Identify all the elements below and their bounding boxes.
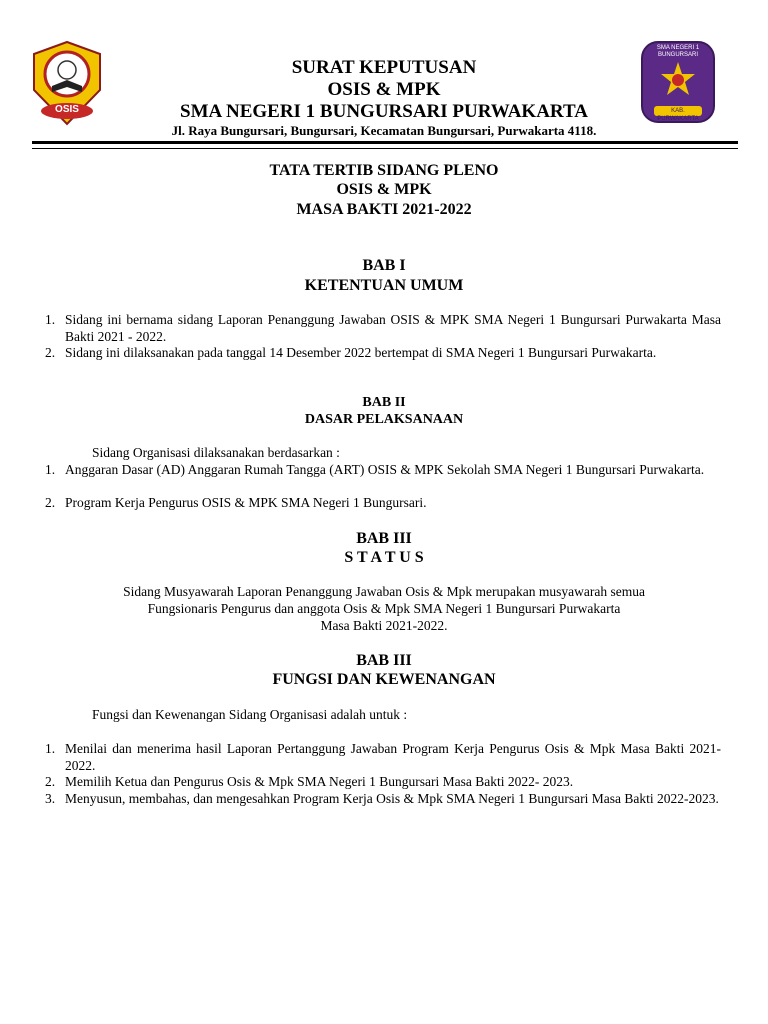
bab1-heading: BAB I	[362, 257, 406, 274]
osis-logo-text: OSIS	[55, 104, 79, 115]
list-item	[45, 461, 721, 478]
list-item	[45, 344, 721, 361]
header-title-3: SMA NEGERI 1 BUNGURSARI PURWAKARTA	[180, 101, 588, 122]
list-item-number: 1.	[45, 462, 56, 477]
list-item-text: Sidang ini dilaksanakan pada tanggal 14 Desember 2022 bertempat di SMA Negeri 1 Bungursari Purwakarta.	[65, 345, 657, 360]
header-address: Jl. Raya Bungursari, Bungursari, Kecamatan Bungursari, Purwakarta 4118.	[171, 123, 597, 138]
doc-title-2: OSIS & MPK	[336, 181, 432, 198]
list-item	[45, 494, 721, 511]
list-item-number: 1.	[45, 312, 56, 327]
doc-title-1: TATA TERTIB SIDANG PLENO	[269, 162, 499, 179]
bab2-subheading: DASAR PELAKSANAAN	[304, 412, 464, 427]
list-item-text: Program Kerja Pengurus OSIS & MPK SMA Negeri 1 Bungursari.	[65, 495, 427, 510]
doc-title-3: MASA BAKTI 2021-2022	[296, 201, 472, 218]
bab4-heading: BAB III	[356, 652, 412, 669]
bab2-heading: BAB II	[362, 395, 406, 410]
list-item-text: Menyusun, membahas, dan mengesahkan Program Kerja Osis & Mpk SMA Negeri 1 Bungursari Masa Bakti 2022-2023.	[65, 791, 719, 806]
header-title-2: OSIS & MPK	[327, 79, 441, 100]
bab3-paragraph-line-2: Fungsionaris Pengurus dan anggota Osis & Mpk SMA Negeri 1 Bungursari Purwakarta	[147, 601, 621, 616]
list-item-text: Anggaran Dasar (AD) Anggaran Rumah Tangga (ART) OSIS & MPK Sekolah SMA Negeri 1 Bungursari Purwakarta.	[65, 462, 705, 477]
bab3-heading: BAB III	[356, 530, 412, 547]
bab3-subheading: S T A T U S	[344, 549, 424, 566]
list-item-number: 3.	[45, 791, 56, 806]
school-logo-top-text: SMA NEGERI 1 BUNGURSARI	[656, 45, 700, 58]
bab3-paragraph-line-1: Sidang Musyawarah Laporan Penanggung Jawaban Osis & Mpk merupakan musyawarah semua	[123, 584, 645, 599]
list-item-number: 1.	[45, 741, 56, 756]
list-item	[45, 740, 721, 774]
bab3-paragraph-line-3: Masa Bakti 2021-2022.	[320, 618, 448, 633]
bab4-subheading: FUNGSI DAN KEWENANGAN	[272, 671, 496, 688]
bab4-intro: Fungsi dan Kewenangan Sidang Organisasi adalah untuk :	[92, 707, 408, 722]
list-item-number: 2.	[45, 345, 56, 360]
header-title-1: SURAT KEPUTUSAN	[291, 57, 477, 78]
list-item-number: 2.	[45, 495, 56, 510]
header-rule-thin	[32, 148, 738, 149]
list-item-text: Menilai dan menerima hasil Laporan Pertanggung Jawaban Program Kerja Pengurus Osis & Mpk Masa Bakti 2021-2022.	[65, 741, 721, 773]
list-item	[45, 311, 721, 345]
list-item	[45, 790, 721, 807]
list-item-number: 2.	[45, 774, 56, 789]
list-item	[45, 773, 721, 790]
list-item-text: Memilih Ketua dan Pengurus Osis & Mpk SMA Negeri 1 Bungursari Masa Bakti 2022- 2023.	[65, 774, 574, 789]
bab1-subheading: KETENTUAN UMUM	[304, 277, 464, 294]
header-rule-thick	[32, 141, 738, 144]
list-item-text: Sidang ini bernama sidang Laporan Penanggung Jawaban OSIS & MPK SMA Negeri 1 Bungursari Purwakarta Masa Bakti 2021 - 2022.	[65, 312, 721, 344]
school-logo-bottom-text: KAB. PURWAKARTA	[657, 108, 699, 122]
bab2-intro: Sidang Organisasi dilaksanakan berdasarkan :	[92, 445, 340, 460]
